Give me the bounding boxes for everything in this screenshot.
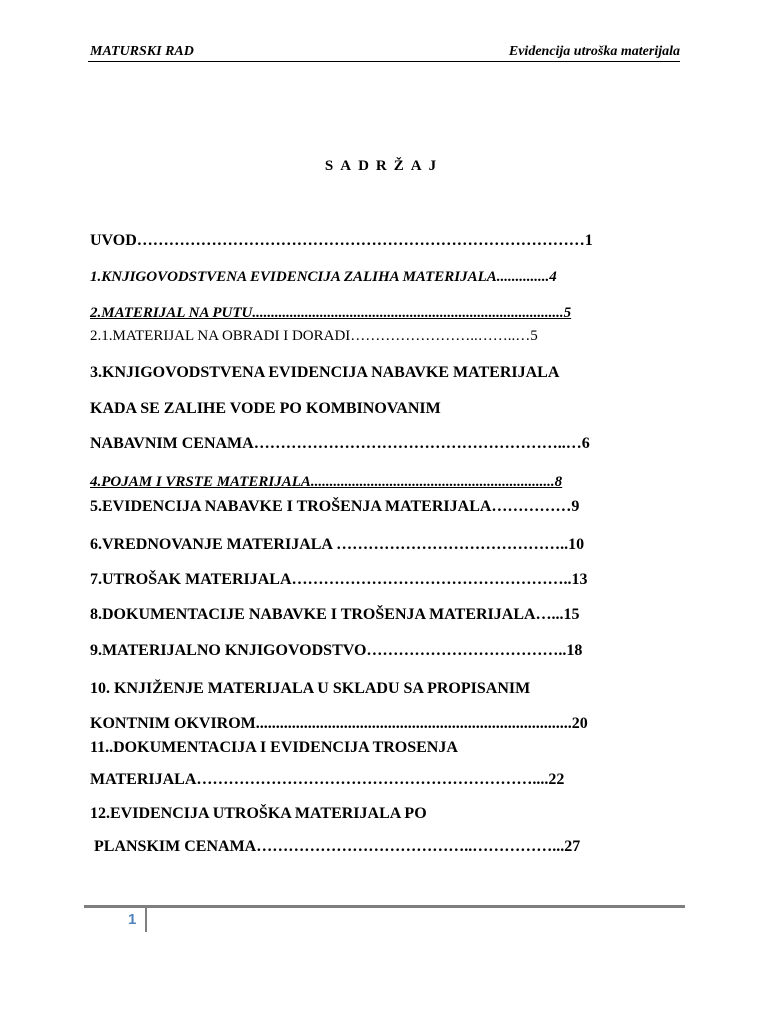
- toc-entry: 11..DOKUMENTACIJA I EVIDENCIJA TROSENJA: [90, 739, 458, 756]
- page-title: SADRŽAJ: [324, 158, 444, 174]
- toc-entry: 5.EVIDENCIJA NABAVKE I TROŠENJA MATERIJALA……………9: [90, 498, 580, 515]
- toc-entry: 7.UTROŠAK MATERIJALA……………………………………………..13: [90, 571, 588, 588]
- toc-entry: 8.DOKUMENTACIJE NABAVKE I TROŠENJA MATERIJALA…...15: [90, 606, 580, 623]
- footer-divider: [145, 908, 147, 932]
- toc-entry: 10. KNJIŽENJE MATERIJALA U SKLADU SA PROPISANIM: [90, 680, 531, 697]
- toc-entry: 2.MATERIJAL NA PUTU...................................................................................5: [90, 305, 572, 321]
- footer-rule: [84, 905, 685, 908]
- toc-entry: 12.EVIDENCIJA UTROŠKA MATERIJALA PO: [90, 805, 427, 822]
- page-number: 1: [128, 911, 137, 928]
- header-left: MATURSKI RAD: [90, 44, 194, 59]
- header-rule: [88, 61, 680, 62]
- toc-entry: 9.MATERIJALNO KNJIGOVODSTVO………………………………..18: [90, 642, 583, 659]
- toc-entry: KADA SE ZALIHE VODE PO KOMBINOVANIM: [90, 400, 441, 417]
- toc-entry: NABAVNIM CENAMA…………………………………………………..…6: [90, 435, 590, 452]
- header-right: Evidencija utroška materijala: [508, 44, 680, 59]
- toc-entry: 2.1.MATERIJAL NA OBRADI I DORADI……………………..……..…5: [90, 328, 538, 344]
- toc-entry: KONTNIM OKVIROM...............................................................................20: [90, 715, 588, 732]
- toc-entry: 3.KNJIGOVODSTVENA EVIDENCIJA NABAVKE MATERIJALA: [90, 364, 560, 381]
- toc-entry: 1.KNJIGOVODSTVENA EVIDENCIJA ZALIHA MATERIJALA..............4: [90, 269, 557, 285]
- toc-entry: 6.VREDNOVANJE MATERIJALA ……………………………………..10: [90, 536, 585, 553]
- toc-entry: PLANSKIM CENAMA…………………………………..……………...27: [90, 838, 581, 855]
- toc-entry: UVOD…………………………………………………………………………1: [90, 232, 593, 249]
- toc-entry: MATERIJALA………………………………………………………....22: [90, 771, 565, 788]
- toc-entry: 4.POJAM I VRSTE MATERIJALA.................................................................8: [90, 474, 563, 490]
